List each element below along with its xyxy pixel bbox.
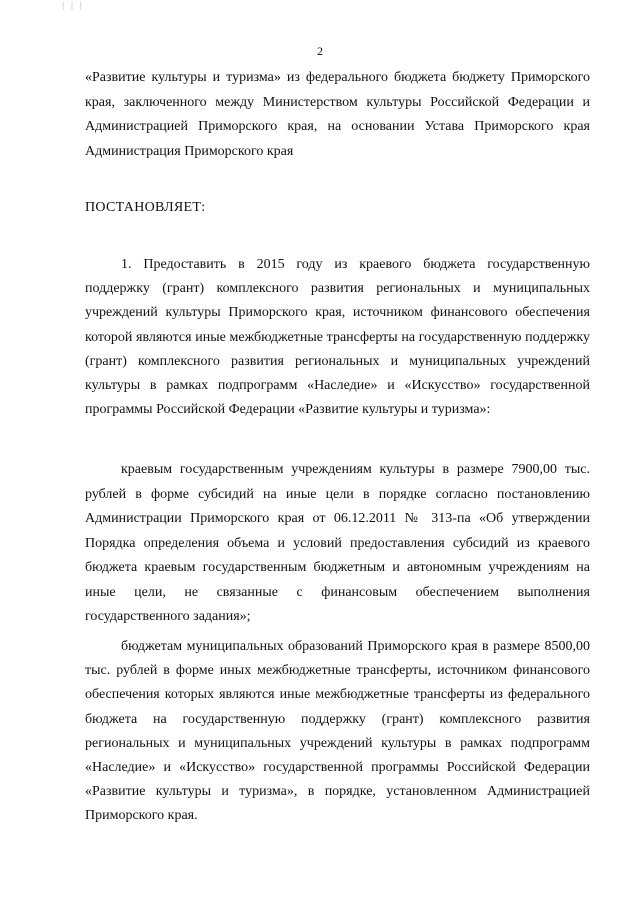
- resolution-heading: ПОСТАНОВЛЯЕТ:: [85, 200, 206, 215]
- paragraph-municipal-budgets: бюджетам муниципальных образований Приморского края в размере 8500,00 тыс. рублей в форме иных межбюджетные трансферты, источником финансового обеспечения которых являются иные межбюджетные трансферты из федерального бюджета на государственную поддержку (грант) комплексного развития региональных и муниципальных учреждений культуры в рамках подпрограмм «Наследие» и «Искусство» государственной программы Российской Федерации «Развитие культуры и туризма», в порядке, установленном Администрацией Приморского края.: [85, 639, 590, 824]
- paragraph-regional-institutions: краевым государственным учреждениям культуры в размере 7900,00 тыс. рублей в форме субсидий на иные цели в порядке согласно постановлению Администрации Приморского края от 06.12.2011 № 313-па «Об утверждении Порядка определения объема и условий предоставления субсидий из краевого бюджета краевым государственным бюджетным и автономным учреждениям на иные цели, не связанные с финансовым обеспечением выполнения государственного задания»;: [85, 462, 590, 624]
- scan-corner-mark: | | |: [62, 0, 85, 10]
- intro-paragraph: «Развитие культуры и туризма» из федерального бюджета бюджету Приморского края, заключенного между Министерством культуры Российской Федерации и Администрацией Приморского края, на основании Устава Приморского края Администрация Приморского края: [85, 70, 590, 159]
- page-number: 2: [317, 44, 323, 58]
- paragraph-item-1: 1. Предоставить в 2015 году из краевого бюджета государственную поддержку (грант) комплексного развития региональных и муниципальных учреждений культуры Приморского края, источником финансового обеспечения которой являются иные межбюджетные трансферты на государственную поддержку (грант) комплексного развития региональных и муниципальных учреждений культуры в рамках подпрограмм «Наследие» и «Искусство» государственной программы Российской Федерации «Развитие культуры и туризма»:: [85, 257, 590, 418]
